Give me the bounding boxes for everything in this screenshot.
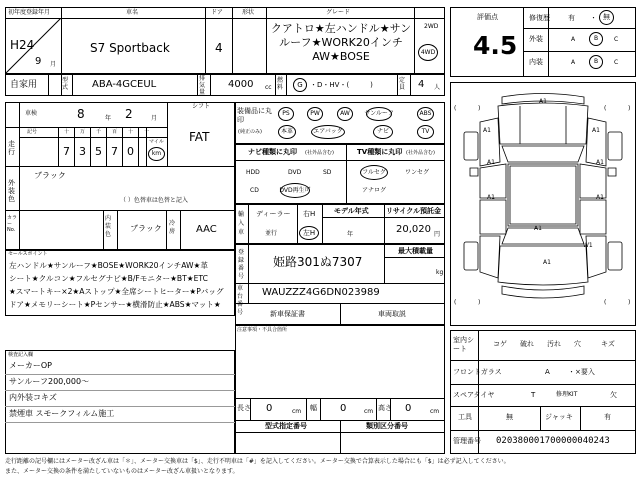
manual-label: 車両取説 xyxy=(378,310,406,318)
car-name-label: 車名 xyxy=(126,9,139,16)
length-unit: cm xyxy=(292,408,302,415)
width-value: 0 xyxy=(340,403,347,414)
first-reg-era: H24 xyxy=(10,38,35,52)
interior-grade-b: B xyxy=(589,55,603,69)
exterior-color: ブラック xyxy=(34,171,66,180)
registration-number: 姫路301ぬ7307 xyxy=(273,255,363,269)
fuel-options: ・D・HV・( ) xyxy=(310,81,373,89)
svg-text:(: ( xyxy=(454,105,457,112)
navi-item: SD xyxy=(323,169,332,176)
door-label: ドア xyxy=(211,9,223,16)
svg-text:): ) xyxy=(628,105,631,112)
interior-seat-item: 汚れ xyxy=(547,340,561,348)
displacement-unit: cc xyxy=(265,84,272,91)
recycle-amount: 20,020 xyxy=(396,224,431,235)
warranty-label: 新車保証書 xyxy=(270,310,305,318)
exterior-label: 外装色 xyxy=(8,179,15,203)
mileage-digit: 3 xyxy=(79,145,86,158)
color-no-label: カラー No. xyxy=(7,215,18,233)
inspector-line: サンルーフ200,000～ xyxy=(9,377,90,386)
inspector-rule xyxy=(5,406,235,407)
exterior-grade-c: C xyxy=(614,36,619,43)
displacement-label: 排気量 xyxy=(199,75,206,96)
length-value: 0 xyxy=(266,403,273,414)
exterior-grade-a: A xyxy=(571,36,576,43)
mileage-col-divider xyxy=(144,127,150,166)
first-reg-month-unit: 月 xyxy=(50,61,57,68)
spare-none: 欠 xyxy=(610,391,617,399)
windshield-x: ・×要入 xyxy=(568,368,595,376)
sales-point-line: 左ハンドル★サンルーフ★BOSE★WORK20インチAW★革 xyxy=(9,261,208,270)
equipment-item: エアバック xyxy=(311,125,345,139)
svg-text:(: ( xyxy=(604,299,607,306)
jack-label: ジャッキ xyxy=(545,413,573,421)
fuel-gasoline: G xyxy=(293,78,307,92)
interior-seat-item: 破れ xyxy=(520,340,534,348)
model-code: ABA-4GCEUL xyxy=(92,79,157,90)
diagram-damage-label: A1 xyxy=(534,225,542,232)
interior-grade-label: 内装 xyxy=(529,58,543,66)
height-label: 高さ xyxy=(378,404,392,412)
tv-item: フルセグ xyxy=(360,165,388,180)
interior-seat-item: コゲ xyxy=(493,340,507,348)
equipment-item: 本革 xyxy=(278,125,296,139)
diagram-damage-label: W1 xyxy=(583,242,593,249)
navi-item: HDD xyxy=(246,169,260,176)
mileage-unit-label: 十 xyxy=(128,129,134,135)
mileage-note-label: 記号 xyxy=(27,129,38,135)
jack-value: 有 xyxy=(604,413,611,421)
fuel-label: 燃料 xyxy=(277,77,284,91)
inspection-year: 8 xyxy=(77,107,85,121)
diagram-damage-label: A1 xyxy=(543,259,551,266)
interior-seat-item: 穴 xyxy=(574,340,581,348)
repair-dot: ・ xyxy=(590,14,597,22)
left-hand-drive: 左H xyxy=(299,226,319,240)
km-unit: km xyxy=(148,147,165,161)
drive-4wd: 4WD xyxy=(418,44,438,61)
mileage-unit-label: 百 xyxy=(112,129,118,135)
repair-label: 修復歴 xyxy=(529,14,550,22)
equipment-item: TV xyxy=(417,125,434,139)
equipment-sub: (純正のみ) xyxy=(238,129,262,135)
navi-label: ナビ種類に丸印 xyxy=(248,148,297,156)
equipment-item: サンルーフ xyxy=(366,107,392,121)
svg-text:(: ( xyxy=(604,105,607,112)
svg-text:): ) xyxy=(478,299,481,306)
dealer-label: ディーラー xyxy=(256,210,291,218)
diagram-damage-label: A1 xyxy=(596,194,604,201)
equipment-item: PS xyxy=(278,107,294,121)
parallel-label: 並行 xyxy=(265,230,278,237)
tools-value: 無 xyxy=(506,413,513,421)
interior-seat-item: キズ xyxy=(601,340,615,348)
first-reg-month: 9 xyxy=(35,56,42,67)
car-name: S7 Sportback xyxy=(90,41,170,55)
spare-t: T xyxy=(531,391,536,399)
chassis-number: WAUZZZ4G6DN023989 xyxy=(262,287,380,298)
mileage-digit: 5 xyxy=(95,145,102,158)
sales-point-line: ★スマートキー×2★Aストップ★全席シートヒーター★Pバッグ xyxy=(9,287,224,296)
mileage-unit-label: 十 xyxy=(64,129,70,135)
diagram-damage-label: A1 xyxy=(483,127,491,134)
inspection-month-unit: 月 xyxy=(151,115,158,122)
repair-yes: 有 xyxy=(568,14,575,22)
first-reg-label: 初年度登録年月 xyxy=(8,9,51,16)
mileage-col-divider xyxy=(106,127,107,166)
recycle-unit: 円 xyxy=(434,231,441,238)
management-number: 020380001700000040243 xyxy=(496,436,610,446)
max-load-unit: kg xyxy=(436,269,444,276)
spare-tire-label: スペアタイヤ xyxy=(453,391,495,399)
use-type: 自家用 xyxy=(10,80,38,90)
height-value: 0 xyxy=(405,403,412,414)
tv-label: TV種類に丸印 xyxy=(357,148,403,156)
navi-sub: (社外品含む) xyxy=(305,150,334,156)
svg-text:(: ( xyxy=(454,299,457,306)
navi-item: DVD xyxy=(288,169,302,176)
inspector-rule xyxy=(5,374,235,375)
inspector-rule xyxy=(5,422,235,423)
inspector-label: 検査記入欄 xyxy=(8,352,34,358)
width-label: 幅 xyxy=(310,404,317,412)
equipment-item: PW xyxy=(307,107,323,121)
equipment-item: ABS xyxy=(417,107,434,121)
exterior-note: （ ）色替車は色替と記入 xyxy=(120,197,188,204)
exterior-grade-label: 外装 xyxy=(529,35,543,43)
tv-item: アナログ xyxy=(362,187,387,194)
shift-value: FAT xyxy=(189,130,210,144)
mileage-unit-label: 万 xyxy=(80,129,86,135)
inspector-line: 内外装コキズ xyxy=(9,393,57,402)
right-hand-label: 右H xyxy=(303,210,316,218)
windshield-label: フロントガラス xyxy=(453,368,502,376)
mileage-col-divider xyxy=(74,127,75,166)
mileage-unit-label: 千 xyxy=(96,129,102,135)
sales-point-label: セールスポイント xyxy=(8,251,48,257)
footer-line-1: 走行距離の記号欄にはメーター改ざん車は「＊」、メーター交換車は「$」、走行不明車は「#」を記入してください。メーター交換で合算表示した場合にも「$」は必ず記入してください。 xyxy=(5,458,510,465)
grade-text: クアトロ★左ハンドル★サンルーフ★WORK20インチAW★BOSE xyxy=(270,22,412,63)
car-body-diagram xyxy=(450,82,636,326)
model-year-unit: 年 xyxy=(347,231,354,238)
mileage-digit: 7 xyxy=(63,145,70,158)
mileage-digit: 7 xyxy=(111,145,118,158)
notes-label: 注意事項・不具合箇所 xyxy=(237,327,288,333)
exterior-grade-b: B xyxy=(589,32,603,46)
inspection-year-unit: 年 xyxy=(105,115,112,122)
mileage-col-divider xyxy=(122,127,123,166)
ac-value: AAC xyxy=(196,224,217,235)
mileage-digit: 0 xyxy=(127,145,134,158)
mileage-col-divider xyxy=(138,127,139,166)
diagram-damage-label: A1 xyxy=(596,159,604,166)
capacity-label: 定員 xyxy=(399,77,406,91)
width-unit: cm xyxy=(364,408,374,415)
footer-line-2: また、メーター交換の条件を満たしていないものはメーター改ざん車扱いとなります。 xyxy=(5,468,239,475)
grade-label: グレード xyxy=(326,9,351,16)
inspector-line: メーカーOP xyxy=(9,361,52,370)
ac-label: 冷房 xyxy=(169,220,176,235)
model-year-label: モデル年式 xyxy=(334,207,369,215)
diagram-damage-label: A1 xyxy=(487,159,495,166)
inspection-month: 2 xyxy=(125,107,133,121)
svg-text:): ) xyxy=(478,105,481,112)
inspector-rule xyxy=(5,390,235,391)
sales-point-line: シート★クルコン★フルセグナビ★B/Fモニター★BT★ETC xyxy=(9,274,208,283)
model-row xyxy=(5,74,445,96)
repair-no: 無 xyxy=(599,10,614,25)
recycle-label: リサイクル預託金 xyxy=(386,207,442,215)
capacity: 4 xyxy=(418,79,425,90)
displacement: 4000 xyxy=(228,79,254,90)
tools-label: 工具 xyxy=(458,413,472,421)
height-unit: cm xyxy=(430,408,440,415)
diagram-damage-label: A1 xyxy=(539,98,547,105)
diagram-damage-label: A1 xyxy=(592,127,600,134)
interior-color-label: 内装色 xyxy=(105,215,112,238)
import-label: 輸入車 xyxy=(238,211,245,236)
interior-grade-c: C xyxy=(614,59,619,66)
score-value: 4.5 xyxy=(473,31,518,60)
shape-label: 形状 xyxy=(242,9,255,16)
capacity-unit: 人 xyxy=(434,84,441,91)
tv-sub: (社外品含む) xyxy=(406,150,435,156)
equipment-item: AW xyxy=(337,107,353,121)
shift-label: シフト xyxy=(192,103,211,110)
tv-item: ワンセグ xyxy=(405,169,430,176)
sales-point-line: ドア★メモリーシート★Pセンサー★横滑防止★ABS★マット★ xyxy=(9,300,221,309)
length-label: 長さ xyxy=(237,404,251,412)
navi-item: CD xyxy=(250,187,259,194)
chassis-label: 車台番号 xyxy=(237,285,244,316)
model-label: 型式 xyxy=(62,77,69,91)
diagram-damage-label: A1 xyxy=(487,194,495,201)
equipment-item: ナビ xyxy=(373,125,393,139)
windshield-a: A xyxy=(545,368,550,376)
interior-color: ブラック xyxy=(130,224,162,233)
mile-label: マイル xyxy=(149,139,164,145)
navi-item: DVD再生可 xyxy=(280,183,310,198)
svg-text:): ) xyxy=(628,299,631,306)
mileage-col-divider xyxy=(90,127,91,166)
interior-seat-label: 室内シート xyxy=(453,336,474,353)
spare-kit: 修理KIT xyxy=(556,391,578,398)
door-count: 4 xyxy=(215,41,223,55)
class-number-label: 類別区分番号 xyxy=(366,422,408,430)
score-label: 評価点 xyxy=(477,13,498,21)
max-load-label: 最大積載量 xyxy=(398,247,433,255)
mileage-unit-label: 一 xyxy=(144,129,150,135)
management-label: 管理番号 xyxy=(453,437,481,445)
mileage-label: 走行 xyxy=(8,140,15,156)
equipment-label: 装備品に丸印 xyxy=(237,107,272,124)
registration-label: 登録番号 xyxy=(238,249,245,280)
type-number-label: 型式指定番号 xyxy=(265,422,307,430)
inspection-label: 車検 xyxy=(25,110,38,117)
inspector-line: 禁煙車 スモークフィルム施工 xyxy=(9,409,115,418)
drive-2wd: 2WD xyxy=(424,23,439,30)
interior-grade-a: A xyxy=(571,59,576,66)
